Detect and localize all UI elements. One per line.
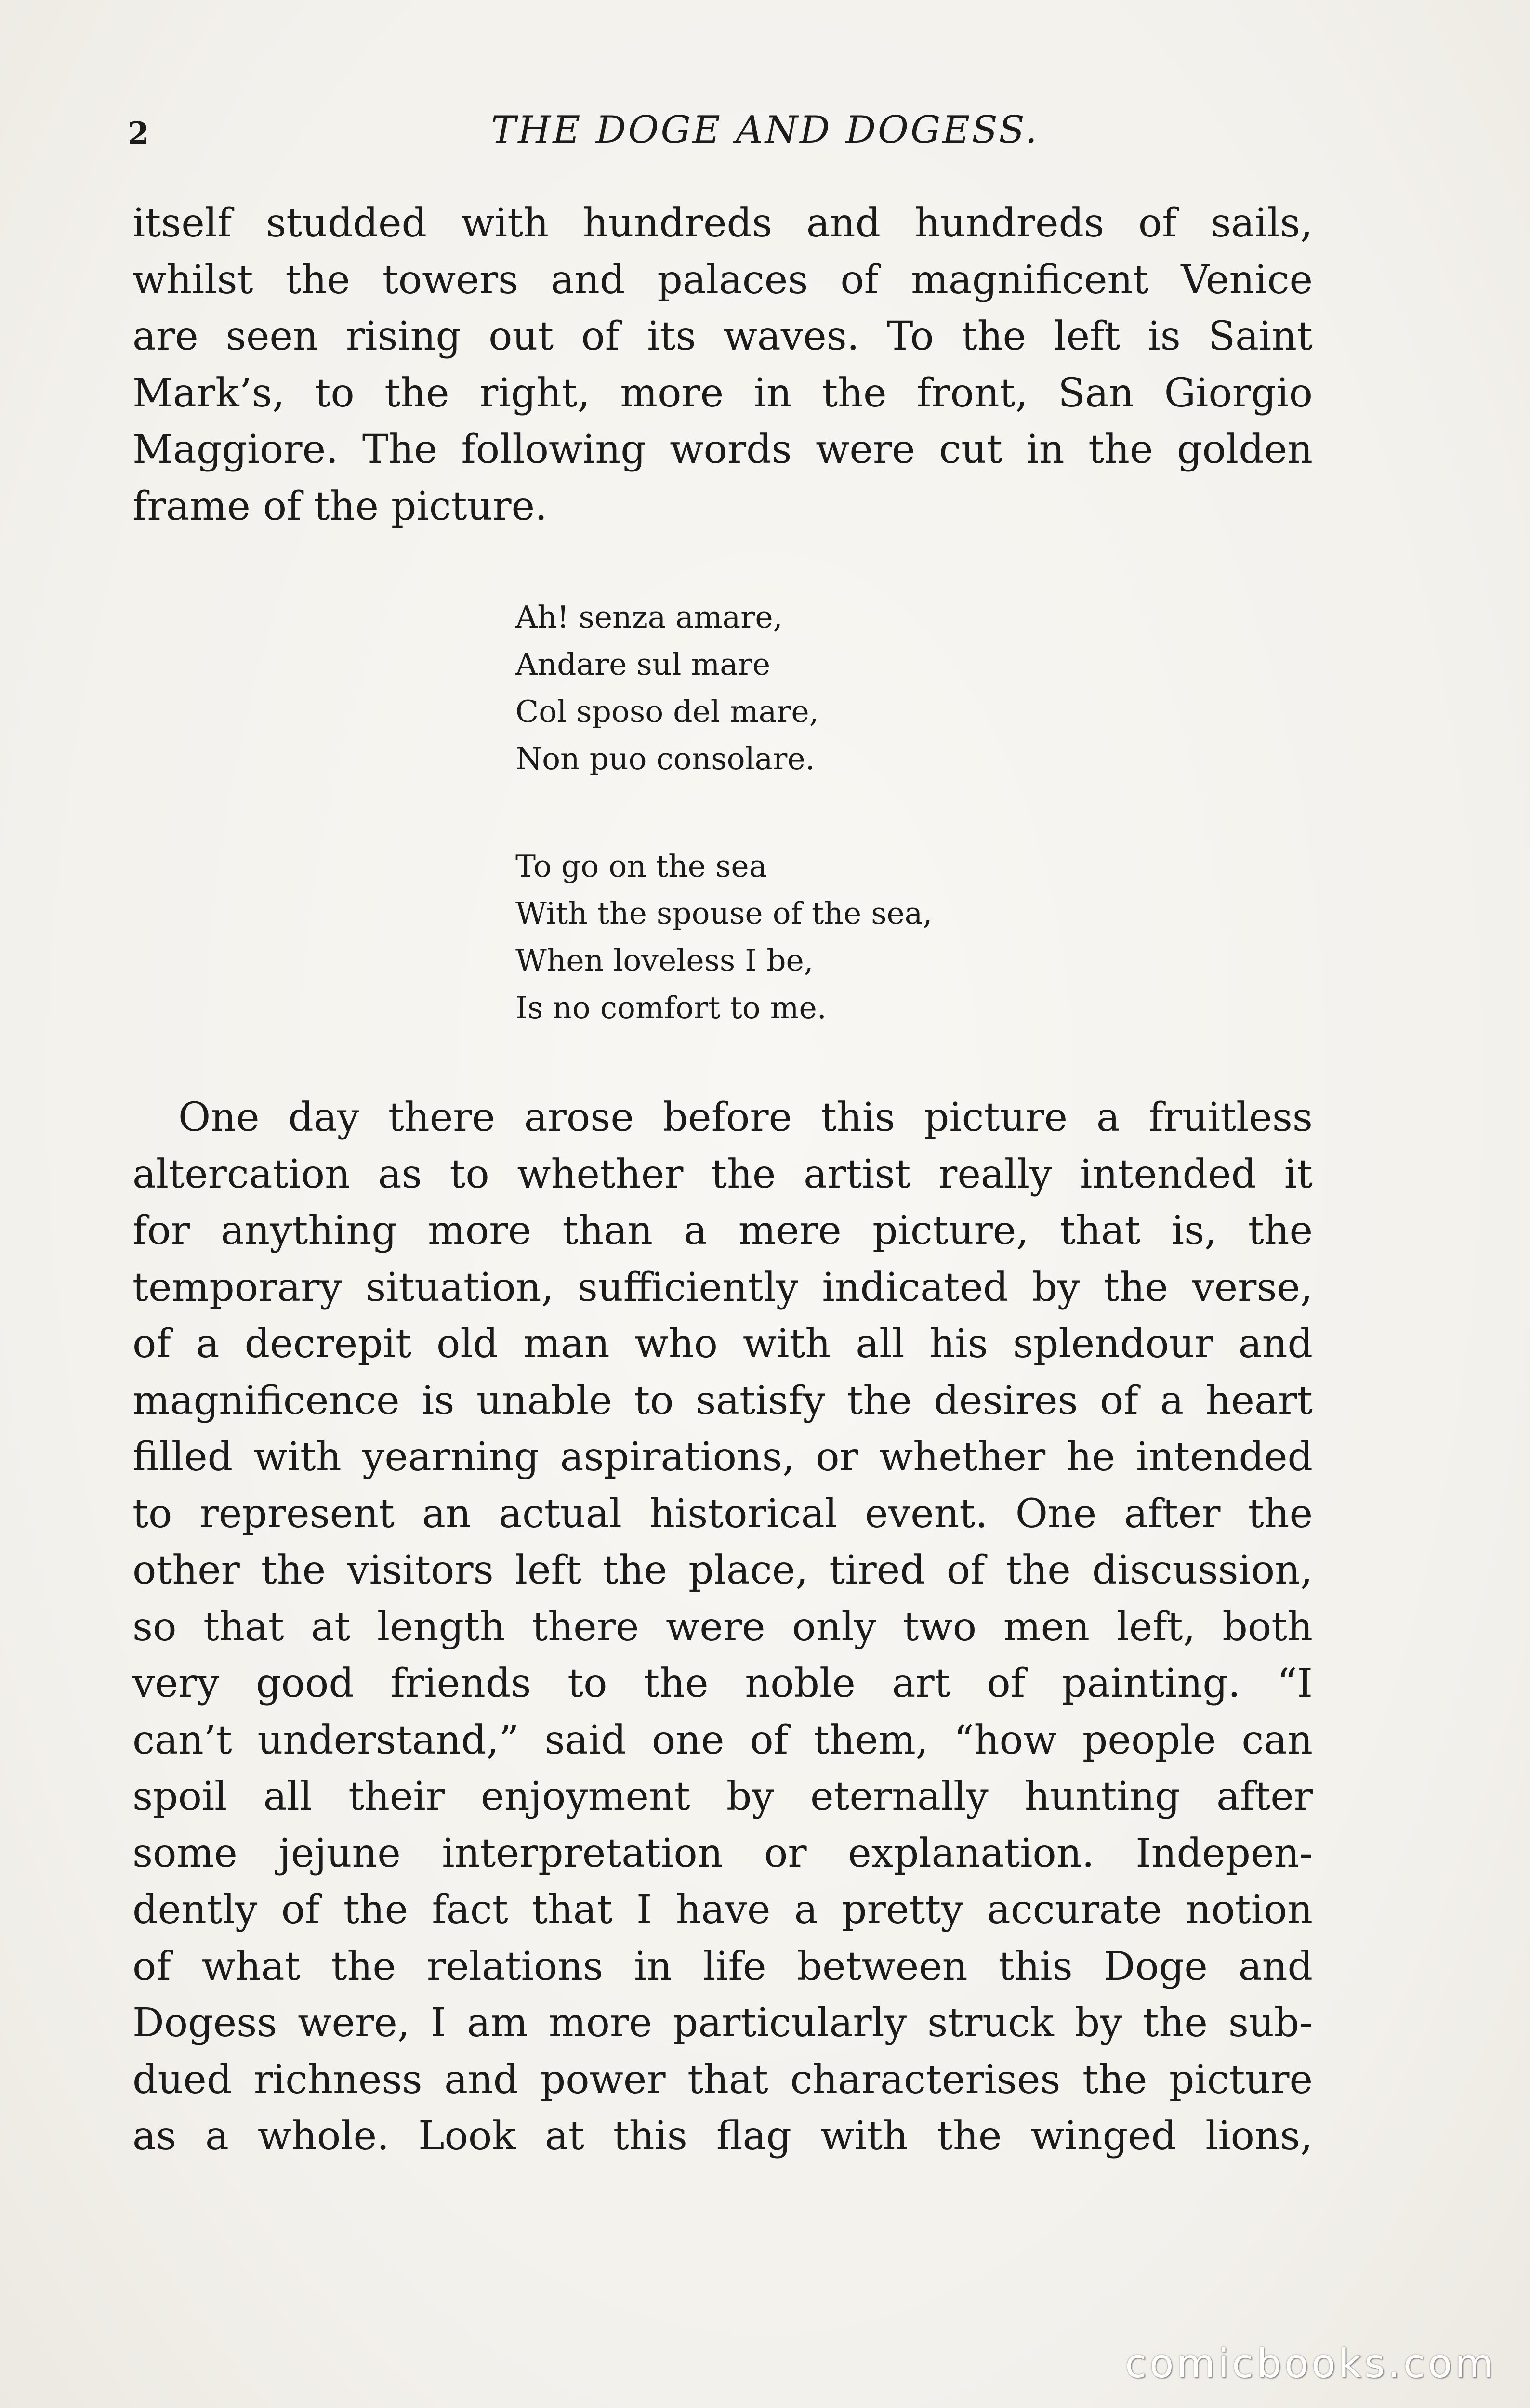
verse-line: Andare sul mare	[515, 647, 771, 682]
text-line: altercation as to whether the artist really intended it	[132, 1151, 1313, 1197]
verse-stanza-italian	[515, 594, 819, 783]
text-line: Mark’s, to the right, more in the front, San Giorgio	[132, 370, 1313, 416]
text-line: filled with yearning aspirations, or whether he intended	[132, 1434, 1313, 1480]
text-line: dently of the fact that I have a pretty accurate notion	[132, 1887, 1313, 1933]
verse-line: To go on the sea	[515, 849, 767, 884]
verse-line: Col sposo del mare,	[515, 694, 819, 729]
text-line: are seen rising out of its waves. To the left is Saint	[132, 314, 1313, 359]
verse-line: Is no comfort to me.	[515, 990, 827, 1025]
text-line: whilst the towers and palaces of magnificent Venice	[132, 257, 1313, 303]
text-line: Dogess were, I am more particularly struck by the sub-	[132, 2000, 1313, 2046]
text-line: dued richness and power that characterises the picture	[132, 2056, 1313, 2103]
text-line: other the visitors left the place, tired of the discussion,	[132, 1547, 1313, 1593]
text-line: to represent an actual historical event. One after the	[132, 1491, 1313, 1537]
verse-line: Ah! senza amare,	[515, 600, 783, 635]
paragraph-2	[132, 1089, 1313, 2165]
text-line: very good friends to the noble art of painting. “I	[132, 1661, 1313, 1706]
verse-line: When loveless I be,	[515, 943, 814, 978]
verse-line: Non puo consolare.	[515, 741, 815, 776]
text-line: One day there arose before this picture a fruitless	[178, 1095, 1313, 1140]
text-line: magnificence is unable to satisfy the desires of a heart	[132, 1377, 1313, 1424]
watermark: comicbooks.com	[1125, 2341, 1496, 2387]
verse-stanza-english	[515, 843, 932, 1032]
text-line: spoil all their enjoyment by eternally hunting after	[132, 1774, 1313, 1819]
text-line: can’t understand,” said one of them, “how people can	[132, 1717, 1313, 1763]
text-line: Maggiore. The following words were cut in the golden	[132, 427, 1313, 472]
text-line: some jejune interpretation or explanation. Indepen-	[132, 1830, 1313, 1876]
text-line: so that at length there were only two men left, both	[132, 1604, 1313, 1650]
text-line: temporary situation, sufficiently indicated by the verse,	[132, 1264, 1313, 1310]
page-number: 2	[128, 116, 149, 152]
text-line: of a decrepit old man who with all his splendour and	[132, 1321, 1313, 1367]
paragraph-1	[132, 195, 1313, 535]
text-line: itself studded with hundreds and hundreds of sails,	[132, 200, 1313, 246]
text-line: frame of the picture.	[132, 483, 548, 529]
text-line: as a whole. Look at this flag with the winged lions,	[132, 2113, 1313, 2159]
verse-line: With the spouse of the sea,	[515, 896, 933, 931]
running-title: THE DOGE AND DOGESS.	[491, 108, 1039, 152]
text-line: of what the relations in life between this Doge and	[132, 1943, 1313, 1989]
text-line: for anything more than a mere picture, that is, the	[132, 1208, 1313, 1254]
